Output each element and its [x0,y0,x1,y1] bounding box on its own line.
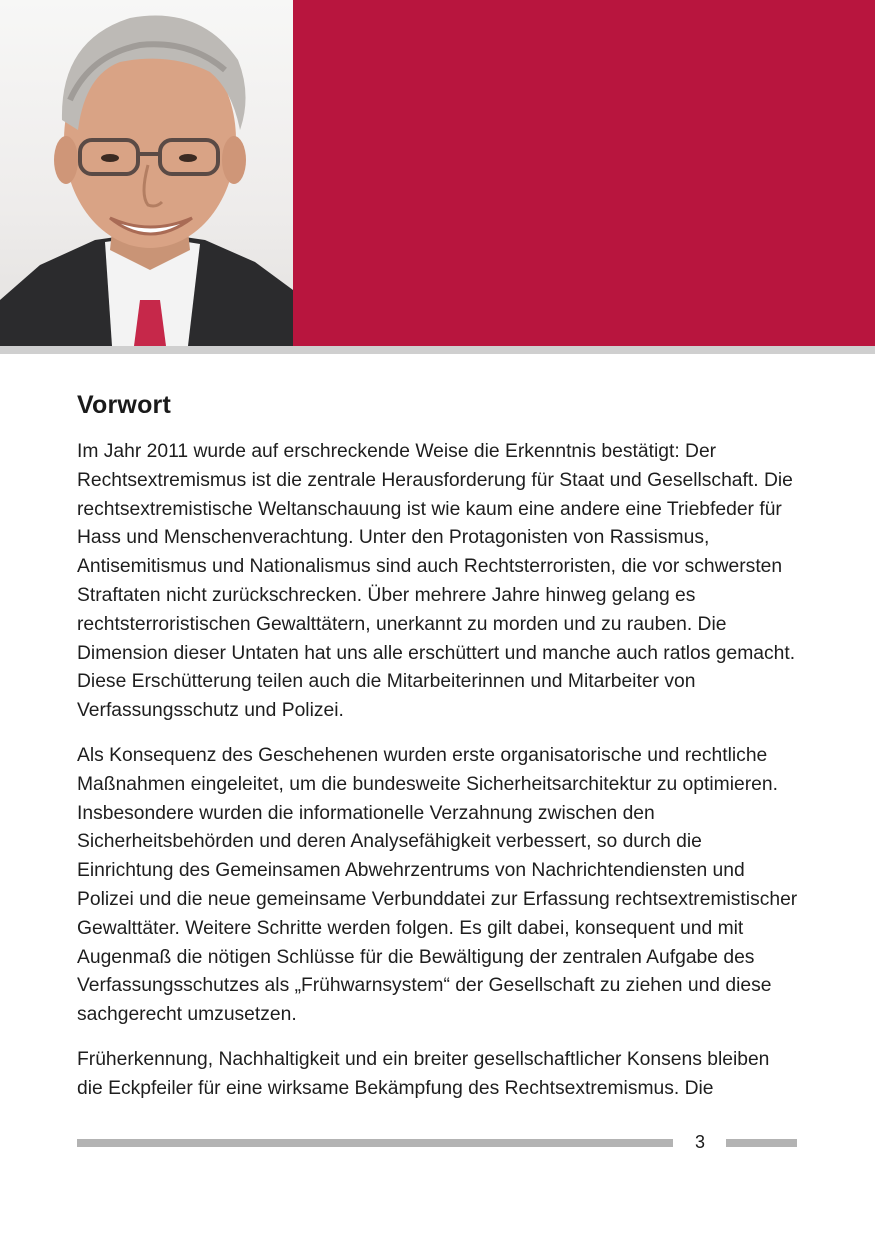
header-rule [0,346,875,354]
portrait-illustration [0,0,293,346]
paragraph-1: Im Jahr 2011 wurde auf erschreckende Weise die Erkenntnis bestätigt: Der Rechtsextremismus ist die zentrale Herausforderung für Staat und Gesellschaft. Die rechtsextremistische Weltanschauung ist wie kaum eine andere eine Triebfeder für Hass und Menschenverachtung. Unter den Protagonisten von Rassismus, Antisemitismus und Nationalismus sind auch Rechtsterroristen, die vor schwersten Straftaten nicht zurückschrecken. Über mehrere Jahre hinweg gelang es rechtsterroristischen Gewalttätern, unerkannt zu morden und zu rauben. Die Dimension dieser Untaten hat uns alle erschüttert und manche auch ratlos gemacht. Diese Erschütterung teilen auch die Mitarbeiterinnen und Mitarbeiter von Verfassungsschutz und Polizei. [77,441,796,722]
footer-rule-left [77,1139,673,1147]
header-accent-block [293,0,875,346]
footer-rule-right [726,1139,797,1147]
paragraph-3: Früherkennung, Nachhaltigkeit und ein breiter gesellschaftlicher Konsens bleiben die Eckpfeiler für eine wirksame Bekämpfung des Rechtsextremismus. Die [77,1048,770,1099]
page-title: Vorwort [77,391,171,419]
page-header [0,0,875,346]
paragraph-2: Als Konsequenz des Geschehenen wurden erste organisatorische und rechtliche Maßnahmen eingeleitet, um die bundesweite Sicherheitsarchitektur zu optimieren. Insbesondere wurden die informationelle Verzahnung zwischen den Sicherheitsbehörden und deren Analysefähigkeit verbessert, so durch die Einrichtung des Gemeinsamen Abwehrzentrums von Nachrichtendiensten und Polizei und die neue gemeinsame Verbunddatei zur Erfassung rechtsextremistischer Gewalttäter. Weitere Schritte werden folgen. Es gilt dabei, konsequent und mit Augenmaß die nötigen Schlüsse für die Bewältigung der zentralen Aufgabe des Verfassungsschutzes als „Frühwarnsystem“ der Gesellschaft zu ziehen und diese sachgerecht umzusetzen. [77,744,798,1026]
page-number: 3 [694,1132,705,1152]
portrait-photo [0,0,293,346]
main-content [77,388,799,1120]
